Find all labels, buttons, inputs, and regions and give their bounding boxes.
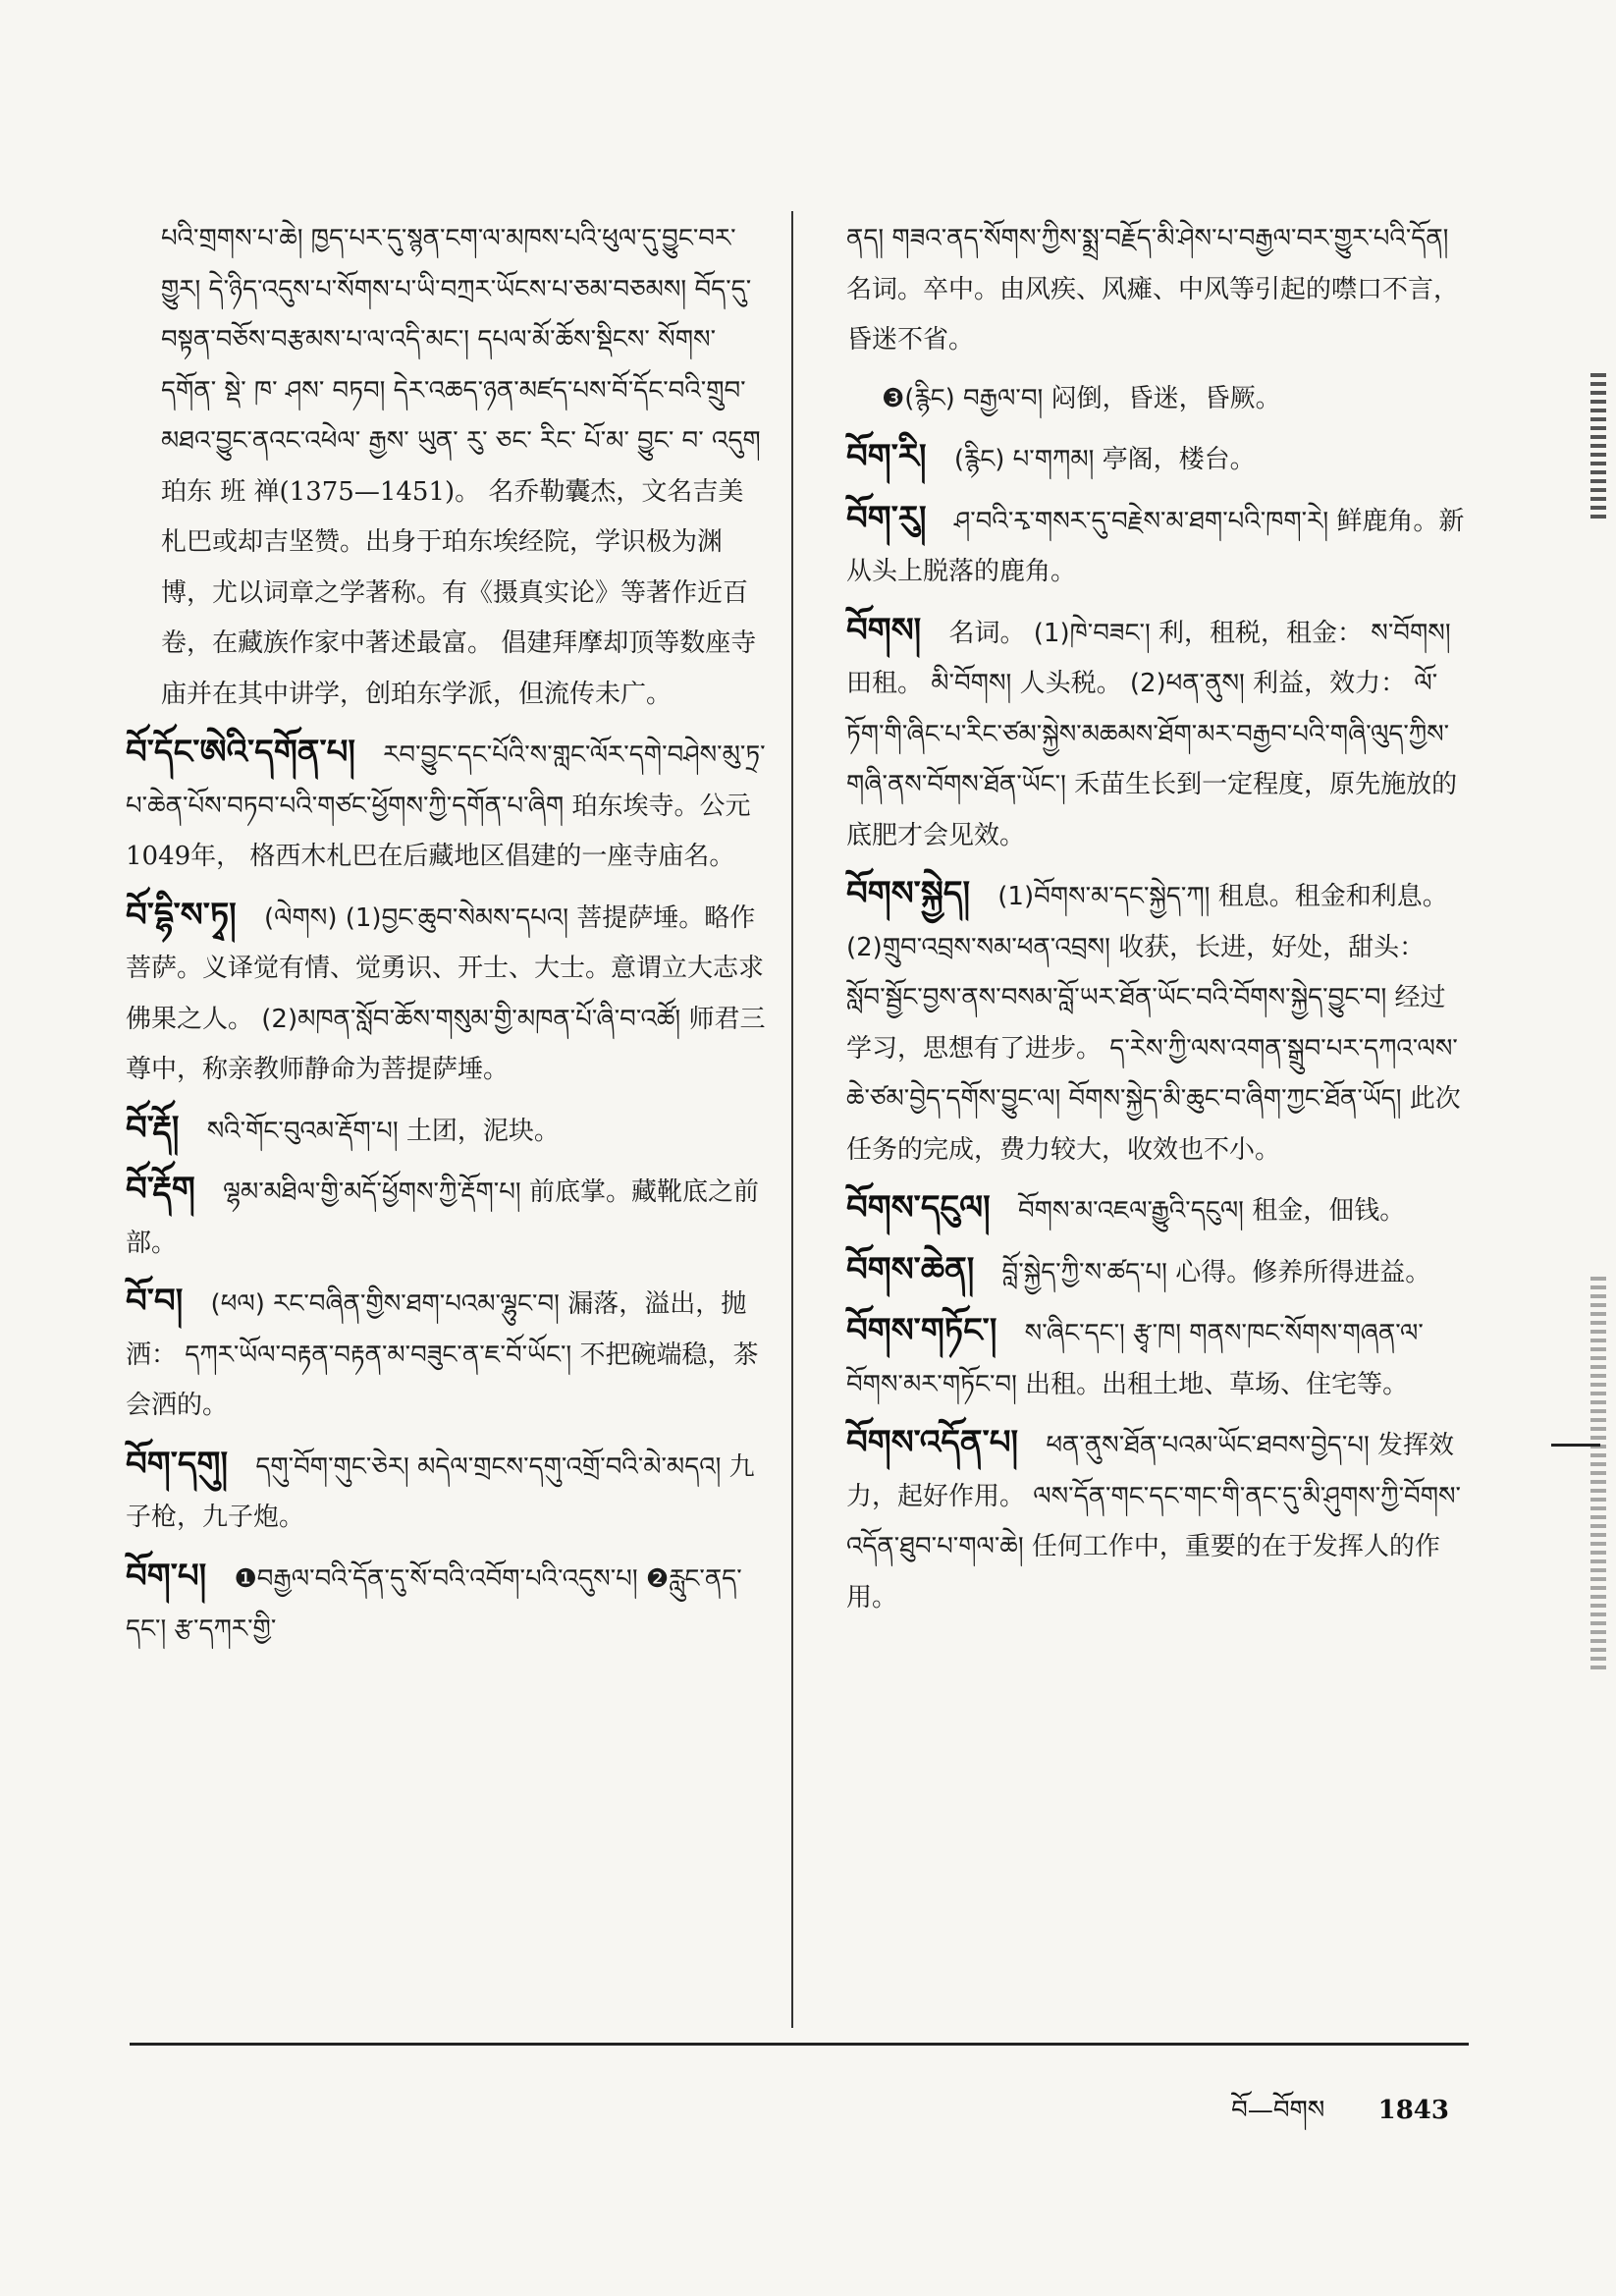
chinese-definition: 亭阁，楼台。 bbox=[1102, 445, 1256, 474]
tibetan-example: དཀར་ཡོལ་བརྟན་བརྟན་མ་བཟུང་ན་ཇ་བོ་ཡོང་། bbox=[185, 1339, 572, 1370]
chinese-definition: 名词。卒中。由风疾、风瘫、中风等引起的噤口不言，昏迷不省。 bbox=[846, 274, 1460, 355]
dictionary-entry bbox=[846, 606, 1471, 862]
tibetan-definition: (ཕལ) རང་བཞིན་གྱིས་ཐག་པའམ་ལྷུང་བ། bbox=[210, 1289, 560, 1319]
headword: བོགས་གཏོང་། bbox=[846, 1311, 997, 1350]
dictionary-entry bbox=[126, 1165, 769, 1269]
headword: བོགས་འདོན་པ། bbox=[846, 1423, 1019, 1462]
headword: བོག་རུ། bbox=[846, 498, 927, 538]
chinese-definition: 前底掌。藏靴底之前部。 bbox=[126, 1177, 759, 1258]
headword: བོ་དོང་ཨེའི་དགོན་པ། bbox=[126, 733, 355, 772]
chinese-definition: 珀东埃寺。公元1049年， 格西木札巴在后藏地区倡建的一座寺庙名。 bbox=[126, 791, 751, 871]
chinese-definition: 利，租税，租金： bbox=[1158, 618, 1364, 648]
chinese-definition: 闷倒，昏迷，昏厥。 bbox=[1050, 383, 1281, 413]
headword: བོ་རྡོག bbox=[126, 1170, 195, 1209]
scan-edge-line bbox=[1551, 1444, 1600, 1447]
dictionary-entry bbox=[846, 1245, 1471, 1299]
dictionary-entry bbox=[126, 1440, 769, 1544]
entry-range: བོ—བོགས bbox=[1231, 2096, 1325, 2125]
headword: བོག་རི། bbox=[846, 437, 927, 476]
tibetan-example: མི་བོགས། bbox=[931, 669, 1012, 698]
headword: བོགས། bbox=[846, 610, 922, 650]
tibetan-definition: (2)ཕན་ནུས། bbox=[1129, 669, 1245, 698]
tibetan-definition: ས་ཞིང་དང་། རྩྭ་ཁ། གནས་ཁང་སོགས་གཞན་ལ་བོགས་མར་གཏོང་བ། bbox=[846, 1319, 1424, 1399]
tibetan-definition: (ལེགས) (1)བྱང་ཆུབ་སེམས་དཔའ། bbox=[263, 902, 569, 933]
dictionary-entry bbox=[126, 891, 769, 1096]
dictionary-entry bbox=[846, 432, 1471, 486]
tibetan-definition: རབ་བྱུང་དང་པོའི་ས་གླང་ལོར་དགེ་བཤེས་མུ་ཏྲ་པ་ཆེན་པོས་བཏབ་པའི་གཙང་ཕྱོགས་ཀྱི་དགོན་པ་ཞིག bbox=[126, 740, 766, 821]
chinese-definition: 利益，效力： bbox=[1253, 669, 1407, 698]
tibetan-definition: (རྙིང) པ་གཀམ། bbox=[953, 445, 1095, 474]
dictionary-entry bbox=[126, 1277, 769, 1432]
headword: བོགས་དངུལ། bbox=[846, 1188, 991, 1228]
tibetan-definition: ❶བརྒྱལ་བའི་དོན་དུ་སོ་བའི་འབོག་པའི་འདུས་པ། ❷རླུང་ནད་དང་། རྩ་དཀར་གྱི་ bbox=[126, 1563, 742, 1644]
page-number: 1843 bbox=[1377, 2096, 1449, 2125]
tibetan-definition: (2)མཁན་སློབ་ཆོས་གསུམ་གྱི་མཁན་པོ་ཞི་བ་འཚོ། bbox=[261, 1004, 681, 1034]
scan-edge-marks bbox=[1590, 1277, 1606, 1669]
tibetan-definition: སའི་གོང་བུའམ་རྡོག་པ། bbox=[206, 1116, 399, 1146]
headword: བོག་དགུ། bbox=[126, 1444, 229, 1484]
headword: བོ་བ། bbox=[126, 1282, 184, 1321]
tibetan-definition: (1)ཁེ་བཟང་། bbox=[1033, 618, 1151, 648]
page-footer bbox=[1231, 2082, 1449, 2154]
chinese-translation: 任何工作中，重要的在于发挥人的作用。 bbox=[846, 1532, 1440, 1613]
chinese-definition: 漏落，溢出，抛洒： bbox=[126, 1289, 747, 1370]
chinese-definition: 出租。出租土地、草场、住宅等。 bbox=[1025, 1369, 1409, 1399]
tibetan-example: ད་རེས་ཀྱི་ལས་འགན་སྒྲུབ་པར་དཀའ་ལས་ཆེ་ཙམ་བྱེད་དགོས་བྱུང་ལ། བོགས་སྐྱེད་མི་ཆུང་བ་ཞིག་ཀྱང་ཐོན་ཡོད། bbox=[846, 1033, 1458, 1114]
dictionary-entry bbox=[846, 494, 1471, 598]
dictionary-entry bbox=[846, 1418, 1471, 1623]
tibetan-text: ནད། གཟའ་ནད་སོགས་ཀྱིས་སྨྲ་བརྗོད་མི་ཤེས་པ་བརྒྱལ་བར་གྱུར་པའི་དོན། bbox=[846, 224, 1449, 253]
tibetan-definition: དགུ་བོག་གུང་ཅེར། མདེལ་གྲངས་དགུ་འགྲོ་བའི་མེ་མདའ། bbox=[255, 1451, 722, 1482]
tibetan-definition: ཤ་བའི་རྭ་གསར་དུ་བརྗེས་མ་ཐག་པའི་ཁག་རེ། bbox=[953, 506, 1329, 536]
chinese-translation: 人头税。 bbox=[1019, 669, 1122, 698]
entry-continuation bbox=[846, 214, 1471, 366]
chinese-translation: 经过学习，思想有了进步。 bbox=[846, 983, 1446, 1064]
dictionary-entry bbox=[126, 728, 769, 883]
tibetan-example: ལས་དོན་གང་དང་གང་གི་ནང་དུ་མི་ཤུགས་ཀྱི་བོགས་འདོན་ཐུབ་པ་གལ་ཆེ། bbox=[846, 1481, 1462, 1561]
chinese-translation: 此次任务的完成，费力较大，收效也不小。 bbox=[846, 1084, 1461, 1165]
dictionary-entry bbox=[126, 1552, 769, 1656]
chinese-definition: 土团，泥块。 bbox=[405, 1116, 560, 1146]
chinese-definition: 菩提萨埵。略作菩萨。义译觉有情、觉勇识、开士、大士。意谓立大志求佛果之人。 bbox=[126, 902, 765, 1034]
chinese-definition: 租金，佃钱。 bbox=[1252, 1196, 1406, 1226]
chinese-translation: 不把碗端稳，茶会洒的。 bbox=[126, 1339, 759, 1420]
tibetan-definition: ལྷམ་མཐིལ་གྱི་མདོ་ཕྱོགས་ཀྱི་རྡོག་པ། bbox=[223, 1177, 521, 1207]
entry-continuation bbox=[126, 214, 769, 720]
tibetan-text: པའི་གྲགས་པ་ཆེ། ཁྱད་པར་དུ་སྙན་ངག་ལ་མཁས་པའི་ཕུལ་དུ་བྱུང་བར་གྱུར། དེ་ཉིད་འདུས་པ་སོགས་པ་ཡི་བཀྲར་ཡོངས་པ་ཅམ་བཅམས། བོད་དུ་བསྟན་བཅོས་བརྩམས་པ་ལ་འདི་མང་། དཔལ་མོ་ཆོས་སྡིངས་ སོགས་ དགོན་ སྡེ་ ཁ་ ཤས་ བཏབ། དེར་འཆད་ཉན་མཛད་པས་བོ་དོང་བའི་གྲུབ་མཐའ་བྱུང་ནའང་འཕེལ་ རྒྱས་ ཡུན་ རུ་ ཅང་ རིང་ པོ་མ་ བྱུང་ བ་ འདུག bbox=[161, 224, 761, 456]
chinese-definition: 九子枪，九子炮。 bbox=[126, 1451, 755, 1532]
tibetan-example: ས་བོགས། bbox=[1371, 618, 1451, 648]
tibetan-example: ལོ་ཏོག་གི་ཞིང་པ་རིང་ཙམ་སྐྱེས་མཆམས་ཐོག་མར་བརྒྱབ་པའི་གཞི་ལུད་ཀྱིས་གཞི་ནས་བོགས་ཐོན་ཡོང་། bbox=[846, 669, 1450, 799]
dictionary-entry bbox=[846, 1306, 1471, 1410]
chinese-definition: 心得。修养所得进益。 bbox=[1175, 1257, 1431, 1287]
headword: བོགས་སྐྱེད། bbox=[846, 874, 971, 913]
tibetan-text: ❸(རྙིང) བརྒྱལ་བ། bbox=[882, 383, 1044, 413]
chinese-definition: 发挥效力，起好作用。 bbox=[846, 1431, 1455, 1511]
headword: བོགས་ཆེན། bbox=[846, 1249, 975, 1289]
sense-3 bbox=[846, 374, 1471, 425]
column-divider bbox=[791, 211, 793, 2028]
scan-edge-marks bbox=[1590, 373, 1606, 520]
chinese-definition: 师君三尊中，称亲教师静命为菩提萨埵。 bbox=[126, 1004, 766, 1084]
dictionary-entry bbox=[846, 1183, 1471, 1237]
headword: བོ་རྡོ། bbox=[126, 1108, 180, 1148]
chinese-definition: 名词。 bbox=[948, 618, 1026, 648]
chinese-translation: 禾苗生长到一定程度，原先施放的底肥才会见效。 bbox=[846, 770, 1458, 850]
chinese-definition: 鲜鹿角。新从头上脱落的鹿角。 bbox=[846, 506, 1465, 586]
dictionary-entry bbox=[846, 869, 1471, 1175]
chinese-definition: 租息。租金和利息。 bbox=[1217, 882, 1448, 911]
footer-rule bbox=[130, 2043, 1469, 2046]
chinese-definition: 收获，长进，好处，甜头： bbox=[1118, 932, 1426, 962]
tibetan-definition: (1)བོགས་མ་དང་སྐྱེད་ཀ། bbox=[997, 882, 1211, 911]
tibetan-example: སློབ་སྦྱོང་བྱས་ནས་བསམ་བློ་ཡར་ཐོན་ཡོང་བའི་བོགས་སྐྱེད་བྱུང་བ། bbox=[846, 983, 1387, 1012]
right-column bbox=[846, 214, 1471, 1631]
headword: བོག་པ། bbox=[126, 1556, 207, 1596]
tibetan-definition: བློ་སྐྱེད་ཀྱི་ས་ཚད་པ། bbox=[1001, 1257, 1167, 1287]
left-column bbox=[126, 214, 769, 1664]
headword: བོ་དྷི་ས་ཏྭ། bbox=[126, 895, 237, 935]
tibetan-definition: (2)གྲུབ་འབྲས་སམ་ཕན་འབྲས། bbox=[846, 932, 1110, 962]
tibetan-definition: ཕན་ནུས་ཐོན་པའམ་ཡོང་ཐབས་བྱེད་པ། bbox=[1046, 1431, 1370, 1460]
chinese-translation: 田租。 bbox=[846, 669, 924, 698]
dictionary-entry bbox=[126, 1104, 769, 1158]
chinese-definition: 珀东 班 禅(1375—1451)。 名乔勒囊杰，文名吉美札巴或却吉坚赞。出身于珀东埃经院，学识极为渊博，尤以词章之学著称。有《摄真实论》等著作近百卷，在藏族作家中著述最富。 倡建拜摩却顶等数座寺庙并在其中讲学，创珀东学派，但流传未广。 bbox=[161, 476, 757, 709]
tibetan-definition: བོགས་མ་འཇལ་རྒྱུའི་དངུལ། bbox=[1017, 1196, 1244, 1226]
